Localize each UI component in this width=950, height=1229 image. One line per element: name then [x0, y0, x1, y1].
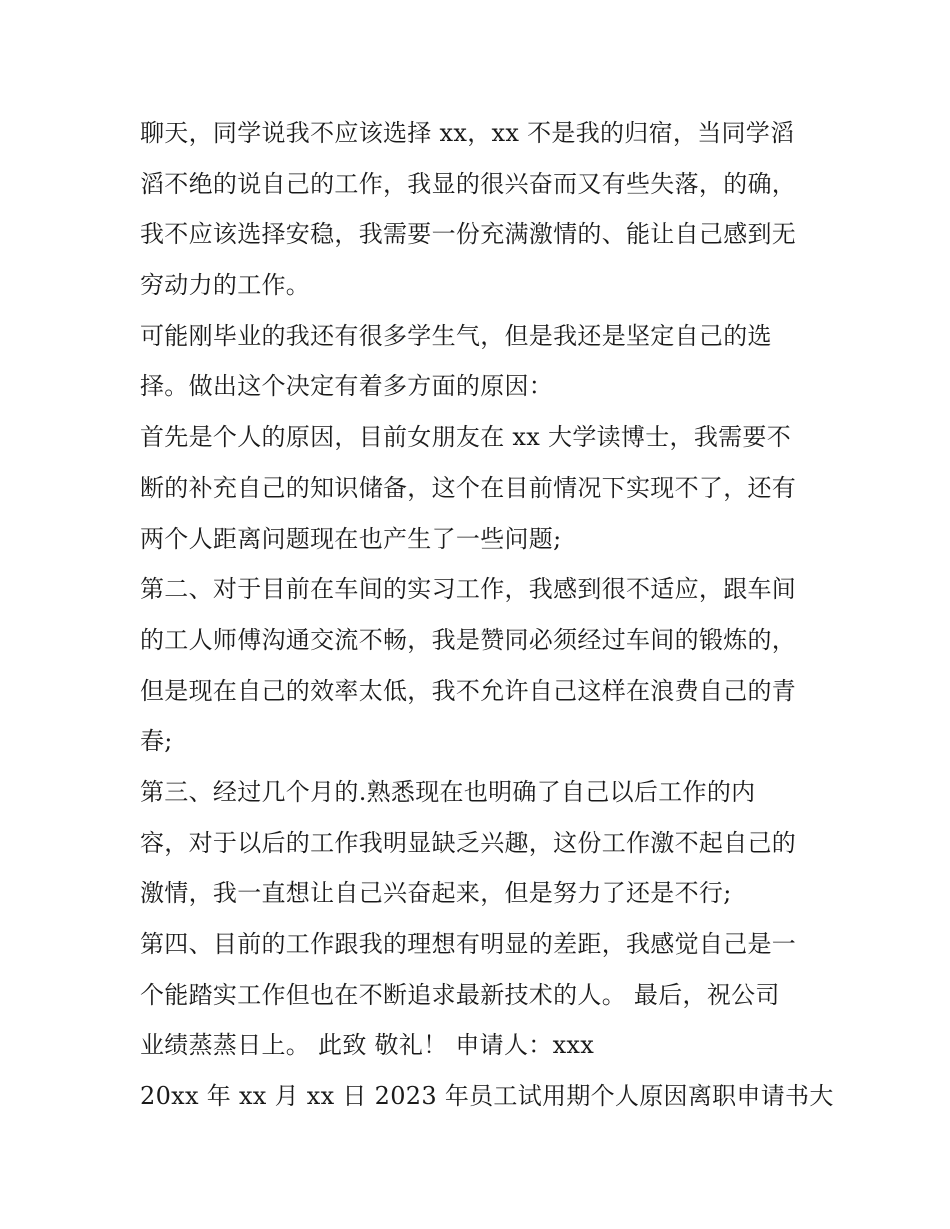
text-line: 第三、经过几个月的.熟悉现在也明确了自己以后工作的内	[140, 777, 756, 806]
text-line: 第二、对于目前在车间的实习工作，我感到很不适应，跟车间	[140, 575, 797, 604]
text-line: 滔不绝的说自己的工作，我显的很兴奋而又有些失落，的确，	[140, 169, 797, 198]
text-line: 个能踏实工作但也在不断追求最新技术的人。 最后，祝公司	[140, 980, 780, 1009]
text-line: 业绩蒸蒸日上。 此致 敬礼！ 申请人：xxx	[140, 1031, 595, 1060]
document-body	[140, 108, 834, 1122]
text-line: 择。做出这个决定有着多方面的原因：	[140, 372, 554, 401]
text-line: 我不应该选择安稳，我需要一份充满激情的、能让自己感到无	[140, 220, 797, 249]
text-line: 激情，我一直想让自己兴奋起来，但是努力了还是不行;	[140, 879, 732, 908]
text-line: 可能刚毕业的我还有很多学生气，但是我还是坚定自己的选	[140, 321, 772, 350]
text-line: 容，对于以后的工作我明显缺乏兴趣，这份工作激不起自己的	[140, 828, 797, 857]
text-line: 20xx 年 xx 月 xx 日 2023 年员工试用期个人原因离职申请书大	[140, 1082, 834, 1111]
text-line: 但是现在自己的效率太低，我不允许自己这样在浪费自己的青	[140, 676, 797, 705]
text-line: 两个人距离问题现在也产生了一些问题;	[140, 524, 562, 553]
text-line: 穷动力的工作。	[140, 271, 311, 300]
text-line: 首先是个人的原因，目前女朋友在 xx 大学读博士，我需要不	[140, 423, 792, 452]
text-line: 断的补充自己的知识储备，这个在目前情况下实现不了，还有	[140, 473, 797, 502]
text-line: 的工人师傅沟通交流不畅，我是赞同必须经过车间的锻炼的，	[140, 625, 797, 654]
text-line: 第四、目前的工作跟我的理想有明显的差距，我感觉自己是一	[140, 930, 797, 958]
text-line: 春;	[140, 727, 173, 756]
text-line: 聊天，同学说我不应该选择 xx，xx 不是我的归宿，当同学滔	[140, 119, 795, 147]
